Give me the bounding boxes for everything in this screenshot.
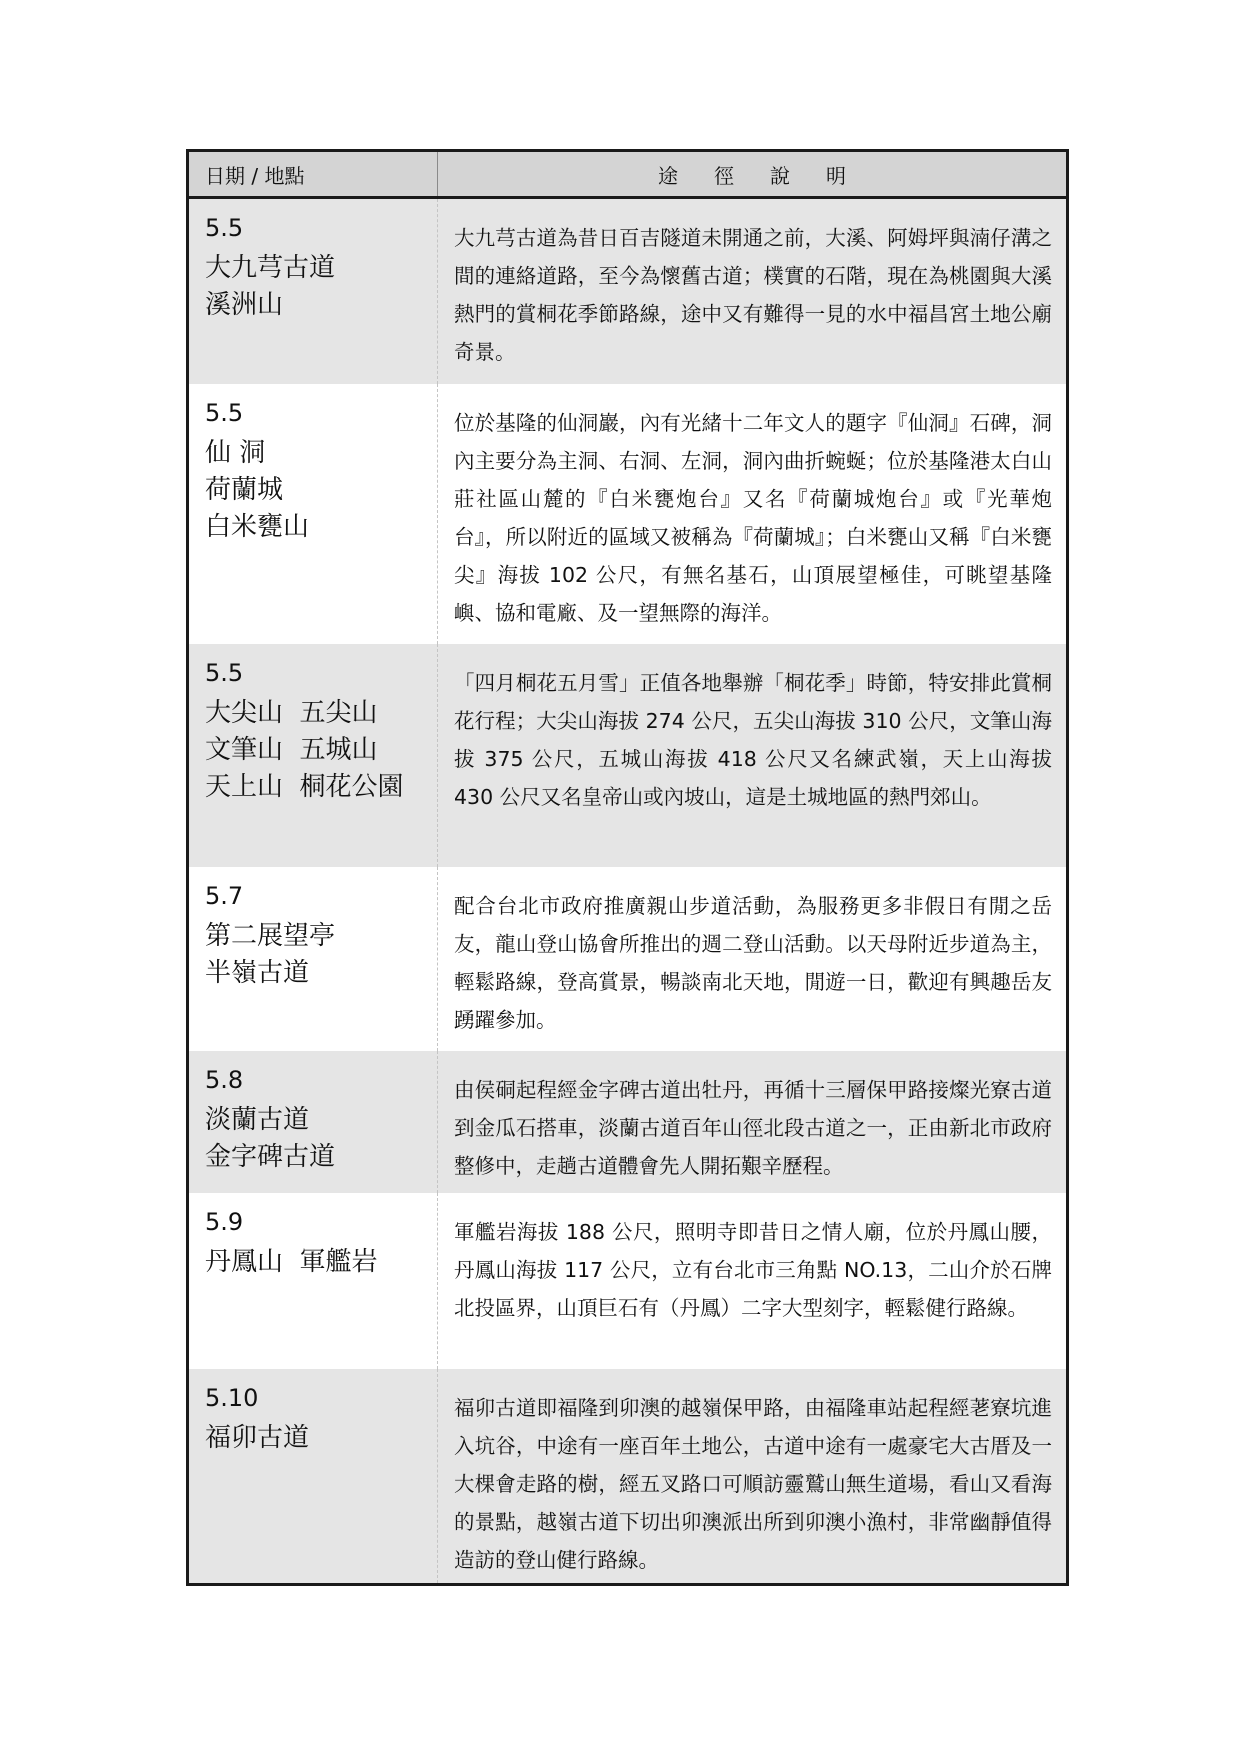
date-place-cell — [189, 384, 438, 644]
place-name: 白米甕山 — [205, 512, 310, 542]
route-description: 軍艦岩海拔 188 公尺，照明寺即昔日之情人廟，位於丹鳳山腰，丹鳳山海拔 117 公尺，立有台北市三角點 NO.13，二山介於石牌北投區界，山頂巨石有（丹鳳）二字大型刻字，輕鬆健行路線。 — [454, 1220, 1052, 1320]
route-description: 配合台北市政府推廣親山步道活動，為服務更多非假日有閒之岳友，龍山登山協會所推出的週二登山活動。以天母附近步道為主，輕鬆路線，登高賞景，暢談南北天地，閒遊一日，歡迎有興趣岳友踴躍參加。 — [454, 894, 1052, 1032]
row-date: 5.5 — [205, 214, 244, 242]
place-name: 丹鳳山 軍艦岩 — [205, 1247, 378, 1277]
table-row — [189, 384, 1066, 644]
place-name: 仙 洞 — [205, 438, 266, 468]
row-date: 5.5 — [205, 399, 244, 427]
place-name: 文筆山 五城山 — [205, 735, 378, 765]
table-row — [189, 644, 1066, 867]
date-place-cell — [189, 1369, 438, 1583]
itinerary-table — [186, 149, 1069, 1586]
place-name: 淡蘭古道 — [205, 1105, 310, 1135]
table-row — [189, 1369, 1066, 1583]
place-name: 溪洲山 — [205, 290, 284, 320]
place-name: 荷蘭城 — [205, 475, 284, 505]
row-date: 5.5 — [205, 659, 244, 687]
route-description: 由侯硐起程經金字碑古道出牡丹，再循十三層保甲路接燦光寮古道到金瓜石搭車，淡蘭古道百年山徑北段古道之一，正由新北市政府整修中，走趟古道體會先人開拓艱辛歷程。 — [454, 1078, 1052, 1178]
route-description: 位於基隆的仙洞巖，內有光緒十二年文人的題字『仙洞』石碑，洞內主要分為主洞、右洞、左洞，洞內曲折蜿蜒；位於基隆港太白山莊社區山麓的『白米甕炮台』又名『荷蘭城炮台』或『光華炮台』，所以附近的區域又被稱為『荷蘭城』；白米甕山又稱『白米甕尖』海拔 102 公尺，有無名基石，山頂展望極佳，可眺望基隆嶼、協和電廠、及一望無際的海洋。 — [454, 411, 1052, 625]
table-row — [189, 867, 1066, 1051]
table-row — [189, 199, 1066, 384]
place-name: 第二展望亭 — [205, 921, 336, 951]
date-place-cell — [189, 1051, 438, 1193]
table-header — [189, 152, 1066, 199]
place-name: 半嶺古道 — [205, 958, 310, 988]
table-row — [189, 1193, 1066, 1369]
date-place-cell — [189, 1193, 438, 1369]
place-name: 大尖山 五尖山 — [205, 698, 378, 728]
place-name: 福卯古道 — [205, 1423, 310, 1453]
row-date: 5.9 — [205, 1208, 244, 1236]
route-description: 福卯古道即福隆到卯澳的越嶺保甲路，由福隆車站起程經荖寮坑進入坑谷，中途有一座百年土地公，古道中途有一處豪宅大古厝及一大棵會走路的樹，經五叉路口可順訪靈鷲山無生道場，看山又看海的景點，越嶺古道下切出卯澳派出所到卯澳小漁村，非常幽靜值得造訪的登山健行路線。 — [454, 1396, 1052, 1572]
date-place-cell — [189, 199, 438, 384]
header-route-description: 途徑說明 — [658, 163, 882, 188]
route-description: 「四月桐花五月雪」正值各地舉辦「桐花季」時節，特安排此賞桐花行程；大尖山海拔 274 公尺，五尖山海拔 310 公尺，文筆山海拔 375 公尺，五城山海拔 418 公尺又名練武嶺，天上山海拔 430 公尺又名皇帝山或內坡山，這是土城地區的熱門郊山。 — [454, 671, 1052, 809]
table-row — [189, 1051, 1066, 1193]
place-name: 天上山 桐花公園 — [205, 772, 404, 802]
header-date-place: 日期 / 地點 — [189, 152, 438, 196]
place-name: 大九芎古道 — [205, 253, 336, 283]
row-date: 5.10 — [205, 1384, 259, 1412]
date-place-cell — [189, 644, 438, 867]
place-name: 金字碑古道 — [205, 1142, 336, 1172]
date-place-cell — [189, 867, 438, 1051]
row-date: 5.8 — [205, 1066, 244, 1094]
row-date: 5.7 — [205, 882, 244, 910]
route-description: 大九芎古道為昔日百吉隧道未開通之前，大溪、阿姆坪與湳仔溝之間的連絡道路，至今為懷舊古道；樸實的石階，現在為桃園與大溪熱門的賞桐花季節路線，途中又有難得一見的水中福昌宮土地公廟奇景。 — [454, 226, 1052, 364]
